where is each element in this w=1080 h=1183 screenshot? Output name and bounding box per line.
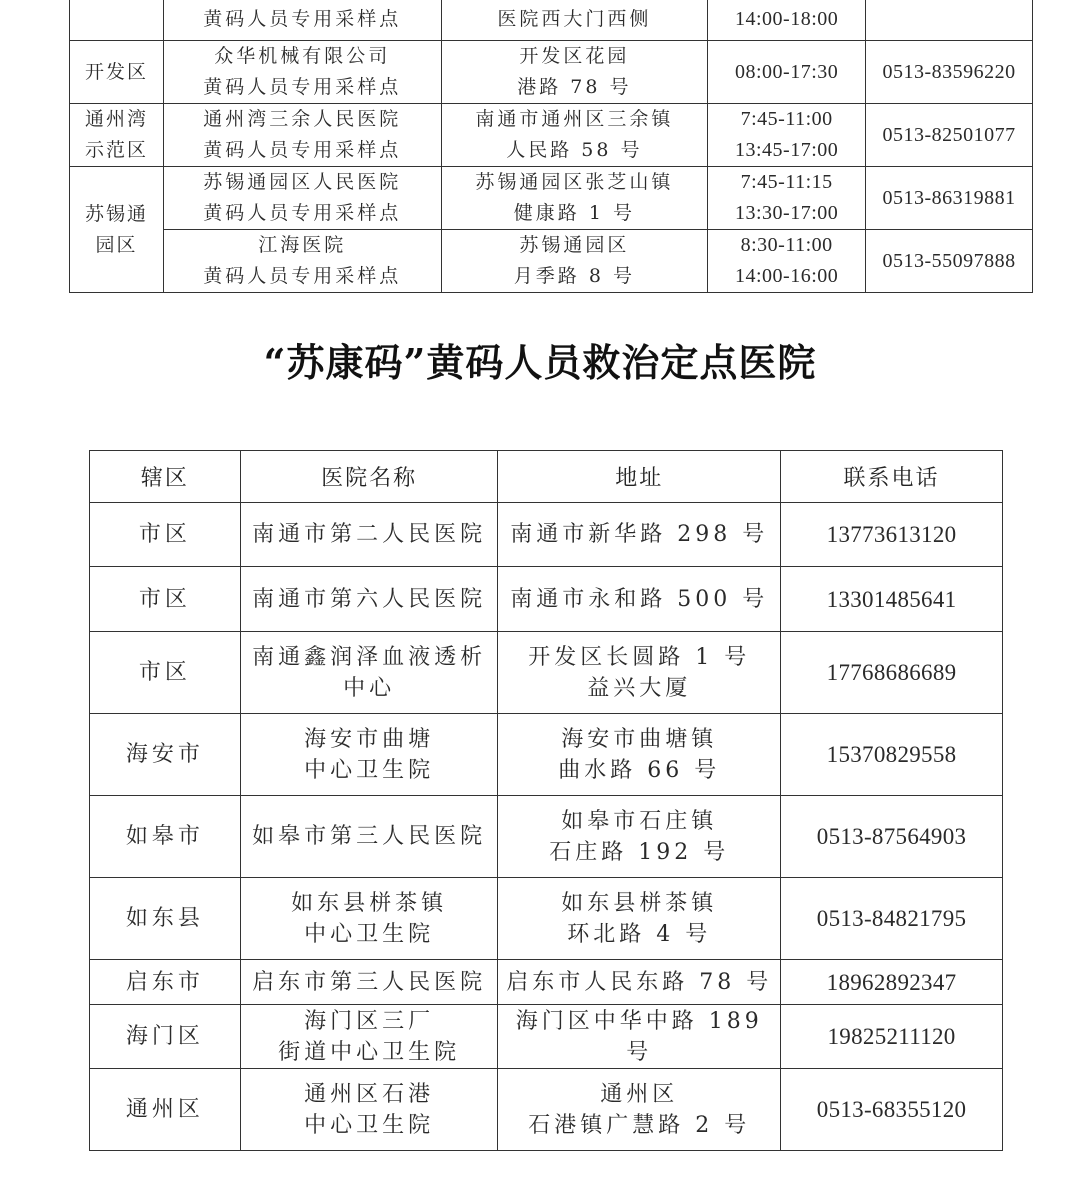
address-cell: 医院西大门西侧 — [441, 0, 708, 41]
phone-cell: 13773613120 — [781, 503, 1003, 567]
address-cell: 开发区花园 港路 78 号 — [441, 41, 708, 104]
table-row — [90, 1005, 1003, 1069]
address-cell: 通州区 石港镇广慧路 2 号 — [498, 1069, 781, 1151]
address-cell: 南通市永和路 500 号 — [498, 567, 781, 632]
address-cell: 开发区长圆路 1 号 益兴大厦 — [498, 632, 781, 714]
site-name-cell: 众华机械有限公司 黄码人员专用采样点 — [163, 41, 441, 104]
district-cell: 开发区 — [70, 41, 164, 104]
district-cell: 苏锡通 园区 — [70, 167, 164, 293]
hours-cell: 7:45-11:00 13:45-17:00 — [708, 104, 866, 167]
table-row — [70, 230, 1033, 293]
district-cell: 海安市 — [90, 714, 241, 796]
sampling-sites-table — [69, 0, 1033, 293]
hospital-name-cell: 南通市第六人民医院 — [240, 567, 498, 632]
phone-cell: 0513-83596220 — [866, 41, 1033, 104]
table-row — [90, 796, 1003, 878]
table-row — [90, 567, 1003, 632]
hospital-name-cell: 启东市第三人民医院 — [240, 960, 498, 1005]
phone-cell: 19825211120 — [781, 1005, 1003, 1069]
site-name-cell: 黄码人员专用采样点 — [163, 0, 441, 41]
hospital-name-cell: 如东县栟茶镇 中心卫生院 — [240, 878, 498, 960]
district-cell — [70, 0, 164, 41]
page-title: “苏康码”黄码人员救治定点医院 — [263, 340, 817, 385]
address-cell: 如东县栟茶镇 环北路 4 号 — [498, 878, 781, 960]
district-cell: 启东市 — [90, 960, 241, 1005]
hospital-name-cell: 海门区三厂 街道中心卫生院 — [240, 1005, 498, 1069]
phone-cell: 15370829558 — [781, 714, 1003, 796]
hours-cell: 14:00-18:00 — [708, 0, 866, 41]
column-header-address: 地址 — [498, 451, 781, 503]
column-header-phone: 联系电话 — [781, 451, 1003, 503]
district-cell: 通州湾 示范区 — [70, 104, 164, 167]
site-name-cell: 苏锡通园区人民医院 黄码人员专用采样点 — [163, 167, 441, 230]
phone-cell: 0513-84821795 — [781, 878, 1003, 960]
district-cell: 如东县 — [90, 878, 241, 960]
phone-cell: 17768686689 — [781, 632, 1003, 714]
table-header-row — [90, 451, 1003, 503]
phone-cell — [866, 0, 1033, 41]
hospital-name-cell: 南通鑫润泽血液透析 中心 — [240, 632, 498, 714]
column-header-hospital-name: 医院名称 — [240, 451, 498, 503]
phone-cell: 0513-86319881 — [866, 167, 1033, 230]
table-row — [90, 632, 1003, 714]
hospital-name-cell: 如皋市第三人民医院 — [240, 796, 498, 878]
address-cell: 如皋市石庄镇 石庄路 192 号 — [498, 796, 781, 878]
phone-cell: 13301485641 — [781, 567, 1003, 632]
site-name-cell: 通州湾三余人民医院 黄码人员专用采样点 — [163, 104, 441, 167]
phone-cell: 0513-87564903 — [781, 796, 1003, 878]
table-row — [90, 714, 1003, 796]
hours-cell: 8:30-11:00 14:00-16:00 — [708, 230, 866, 293]
site-name-cell: 江海医院 黄码人员专用采样点 — [163, 230, 441, 293]
address-cell: 苏锡通园区张芝山镇 健康路 1 号 — [441, 167, 708, 230]
table-row — [90, 1069, 1003, 1151]
address-cell: 南通市通州区三余镇 人民路 58 号 — [441, 104, 708, 167]
district-cell: 市区 — [90, 632, 241, 714]
table-row — [70, 104, 1033, 167]
table-row — [70, 0, 1033, 41]
address-cell: 苏锡通园区 月季路 8 号 — [441, 230, 708, 293]
address-cell: 海安市曲塘镇 曲水路 66 号 — [498, 714, 781, 796]
address-cell: 南通市新华路 298 号 — [498, 503, 781, 567]
table-row — [70, 41, 1033, 104]
designated-hospitals-table — [89, 450, 1003, 1151]
table-row — [90, 503, 1003, 567]
phone-cell: 0513-55097888 — [866, 230, 1033, 293]
hospital-name-cell: 南通市第二人民医院 — [240, 503, 498, 567]
table-row — [90, 878, 1003, 960]
district-cell: 市区 — [90, 567, 241, 632]
district-cell: 海门区 — [90, 1005, 241, 1069]
hours-cell: 08:00-17:30 — [708, 41, 866, 104]
phone-cell: 0513-82501077 — [866, 104, 1033, 167]
hospital-name-cell: 通州区石港 中心卫生院 — [240, 1069, 498, 1151]
district-cell: 如皋市 — [90, 796, 241, 878]
phone-cell: 0513-68355120 — [781, 1069, 1003, 1151]
table-row — [90, 960, 1003, 1005]
hospital-name-cell: 海安市曲塘 中心卫生院 — [240, 714, 498, 796]
district-cell: 通州区 — [90, 1069, 241, 1151]
address-cell: 启东市人民东路 78 号 — [498, 960, 781, 1005]
hours-cell: 7:45-11:15 13:30-17:00 — [708, 167, 866, 230]
column-header-district: 辖区 — [90, 451, 241, 503]
table-row — [70, 167, 1033, 230]
district-cell: 市区 — [90, 503, 241, 567]
address-cell: 海门区中华中路 189 号 — [498, 1005, 781, 1069]
phone-cell: 18962892347 — [781, 960, 1003, 1005]
